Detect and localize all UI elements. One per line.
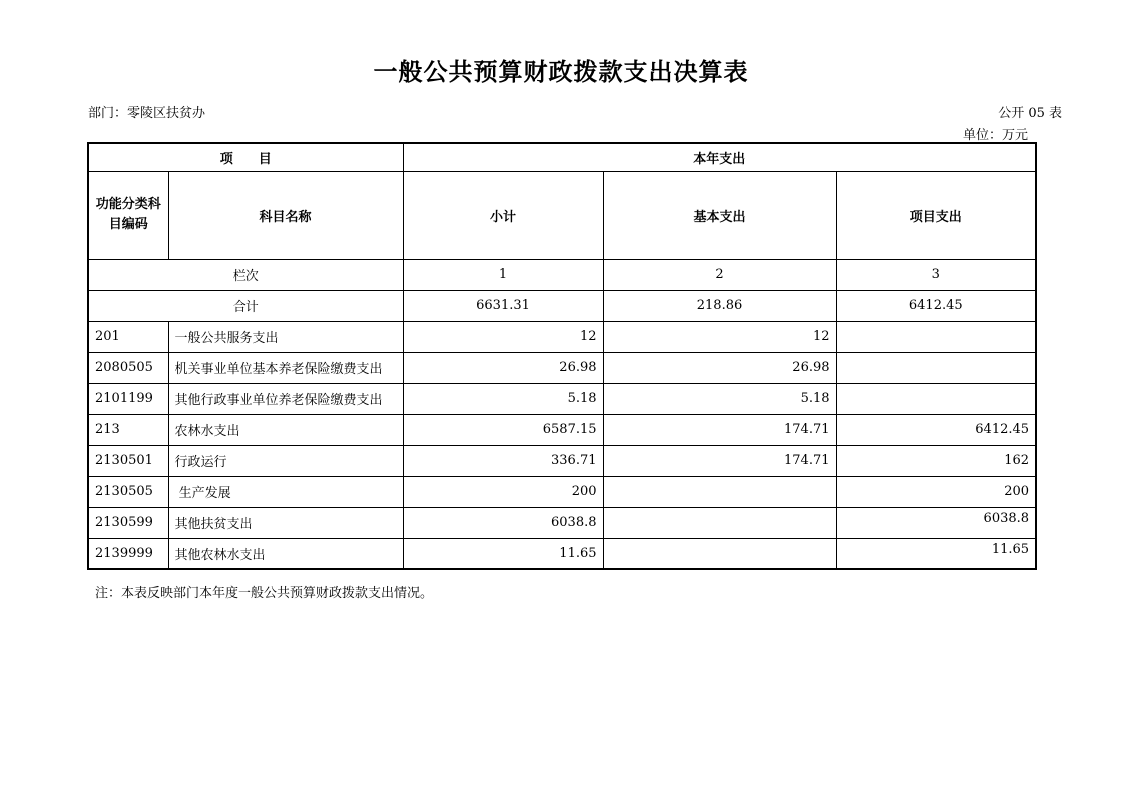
header-subject-name: 科目名称 xyxy=(168,171,403,259)
row-subtotal: 6038.8 xyxy=(403,507,603,538)
row-project: 11.65 xyxy=(836,538,1036,569)
row-code: 2130599 xyxy=(88,507,168,538)
row-basic xyxy=(603,476,836,507)
header-basic: 基本支出 xyxy=(603,171,836,259)
table-row xyxy=(88,321,1036,352)
row-basic xyxy=(603,507,836,538)
column-number-label: 栏次 xyxy=(88,259,403,290)
row-basic: 12 xyxy=(603,321,836,352)
table-row xyxy=(88,507,1036,538)
row-subtotal: 12 xyxy=(403,321,603,352)
row-basic: 5.18 xyxy=(603,383,836,414)
row-name: 一般公共服务支出 xyxy=(168,321,403,352)
row-project xyxy=(836,352,1036,383)
page-title: 一般公共预算财政拨款支出决算表 xyxy=(373,58,749,86)
footnote: 注：本表反映部门本年度一般公共预算财政拨款支出情况。 xyxy=(95,586,434,601)
column-number-1: 1 xyxy=(403,259,603,290)
row-project: 200 xyxy=(836,476,1036,507)
row-basic xyxy=(603,538,836,569)
total-label: 合计 xyxy=(88,290,403,321)
row-subtotal: 6587.15 xyxy=(403,414,603,445)
total-basic: 218.86 xyxy=(603,290,836,321)
row-name: 机关事业单位基本养老保险缴费支出 xyxy=(168,352,403,383)
department-label: 部门：零陵区扶贫办 xyxy=(88,106,206,121)
row-code: 213 xyxy=(88,414,168,445)
header-project-exp: 项目支出 xyxy=(836,171,1036,259)
table-row xyxy=(88,538,1036,569)
table-row xyxy=(88,445,1036,476)
header-project: 项 目 xyxy=(88,143,403,171)
header-current-year: 本年支出 xyxy=(403,143,1036,171)
row-subtotal: 200 xyxy=(403,476,603,507)
row-name: 其他农林水支出 xyxy=(168,538,403,569)
row-subtotal: 11.65 xyxy=(403,538,603,569)
row-name: 行政运行 xyxy=(168,445,403,476)
row-project: 162 xyxy=(836,445,1036,476)
row-code: 2130501 xyxy=(88,445,168,476)
header-subtotal: 小计 xyxy=(403,171,603,259)
total-row xyxy=(88,290,1036,321)
total-subtotal: 6631.31 xyxy=(403,290,603,321)
column-number-2: 2 xyxy=(603,259,836,290)
table-row xyxy=(88,414,1036,445)
header-row-top xyxy=(88,143,1036,171)
row-basic: 174.71 xyxy=(603,414,836,445)
row-code: 2130505 xyxy=(88,476,168,507)
row-name: 其他行政事业单位养老保险缴费支出 xyxy=(168,383,403,414)
row-project xyxy=(836,383,1036,414)
row-subtotal: 26.98 xyxy=(403,352,603,383)
table-row xyxy=(88,383,1036,414)
row-code: 2101199 xyxy=(88,383,168,414)
header-func-code: 功能分类科目编码 xyxy=(88,171,168,259)
table-row xyxy=(88,352,1036,383)
row-subtotal: 336.71 xyxy=(403,445,603,476)
row-code: 2080505 xyxy=(88,352,168,383)
row-subtotal: 5.18 xyxy=(403,383,603,414)
row-code: 2139999 xyxy=(88,538,168,569)
header-row-columns xyxy=(88,171,1036,259)
column-number-3: 3 xyxy=(836,259,1036,290)
row-project: 6038.8 xyxy=(836,507,1036,538)
row-project xyxy=(836,321,1036,352)
row-name: 其他扶贫支出 xyxy=(168,507,403,538)
row-name: 农林水支出 xyxy=(168,414,403,445)
row-code: 201 xyxy=(88,321,168,352)
column-number-row xyxy=(88,259,1036,290)
row-basic: 174.71 xyxy=(603,445,836,476)
total-project: 6412.45 xyxy=(836,290,1036,321)
row-name: 生产发展 xyxy=(168,476,403,507)
expenditure-table xyxy=(87,142,1037,570)
row-project: 6412.45 xyxy=(836,414,1036,445)
table-code: 公开 05 表 xyxy=(998,106,1062,121)
row-basic: 26.98 xyxy=(603,352,836,383)
table-row xyxy=(88,476,1036,507)
unit-label: 单位：万元 xyxy=(962,128,1028,143)
